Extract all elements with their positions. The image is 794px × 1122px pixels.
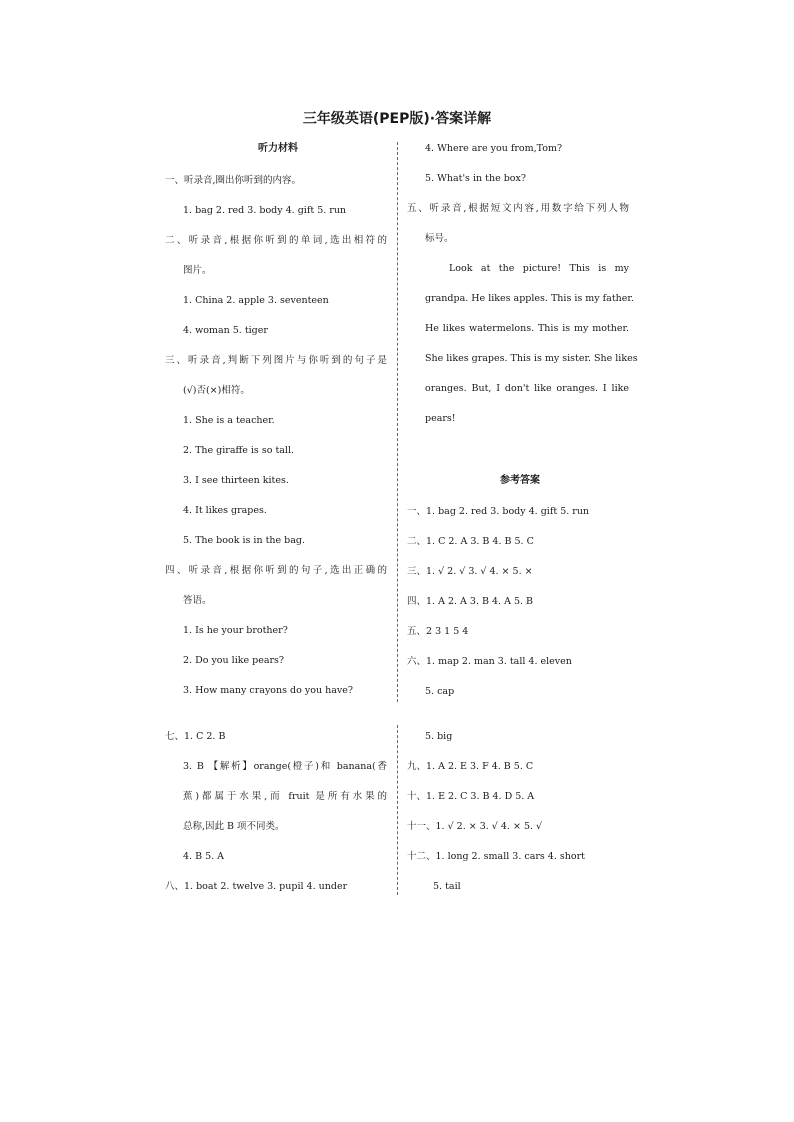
column-divider-top xyxy=(397,142,398,702)
page-title: 三年级英语(PEP版)·答案详解 xyxy=(302,111,492,127)
answer-line: 4. woman 5. tiger xyxy=(183,325,268,336)
answer-line: 5. tail xyxy=(433,881,461,892)
answer-line: 一、1. bag 2. red 3. body 4. gift 5. run xyxy=(407,506,590,517)
sentence-line: 3. I see thirteen kites. xyxy=(183,475,289,486)
explanation-line: 蕉)都属于水果,而 fruit 是所有水果的 xyxy=(183,791,387,802)
sentence-line: 1. She is a teacher. xyxy=(183,415,275,426)
answer-line: 1. China 2. apple 3. seventeen xyxy=(183,295,329,306)
explanation-line: 总称,因此 B 项不同类。 xyxy=(183,821,285,832)
sentence-line: 4. Where are you from,Tom? xyxy=(425,143,563,154)
answer-line: 七、1. C 2. B xyxy=(165,731,226,742)
answer-line: 五、2 3 1 5 4 xyxy=(407,626,469,637)
answer-line: 二、1. C 2. A 3. B 4. B 5. C xyxy=(407,536,534,547)
sentence-line: 2. Do you like pears? xyxy=(183,655,285,666)
sentence-line: 5. The book is in the bag. xyxy=(183,535,306,546)
passage-line: grandpa. He likes apples. This is my father. xyxy=(425,293,634,304)
answer-line: 4. B 5. A xyxy=(183,851,225,862)
listening-material-header: 听力材料 xyxy=(258,143,298,154)
answer-line: 三、1. √ 2. √ 3. √ 4. × 5. × xyxy=(407,566,533,577)
section-heading: 三、听录音,判断下列图片与你听到的句子是 xyxy=(165,355,387,366)
section-heading-cont: (√)否(×)相符。 xyxy=(183,385,250,396)
section-heading: 一、听录音,圈出你听到的内容。 xyxy=(165,175,302,186)
answer-line: 六、1. map 2. man 3. tall 4. eleven xyxy=(407,656,572,667)
passage-line: He likes watermelons. This is my mother. xyxy=(425,323,629,334)
answer-line: 5. big xyxy=(425,731,453,742)
answer-line: 八、1. boat 2. twelve 3. pupil 4. under xyxy=(165,881,348,892)
sentence-line: 5. What's in the box? xyxy=(425,173,526,184)
sentence-line: 2. The giraffe is so tall. xyxy=(183,445,295,456)
passage-line: oranges. But, I don't like oranges. I like xyxy=(425,383,629,394)
answer-line: 5. cap xyxy=(425,686,455,697)
section-heading: 四、听录音,根据你听到的句子,选出正确的 xyxy=(165,565,387,576)
column-divider-bottom xyxy=(397,725,398,895)
answer-key-header: 参考答案 xyxy=(500,475,540,486)
answer-line: 十一、1. √ 2. × 3. √ 4. × 5. √ xyxy=(407,821,543,832)
section-heading: 二、听录音,根据你听到的单词,选出相符的 xyxy=(165,235,387,246)
answer-line: 十二、1. long 2. small 3. cars 4. short xyxy=(407,851,585,862)
answer-line: 四、1. A 2. A 3. B 4. A 5. B xyxy=(407,596,534,607)
passage-line: pears! xyxy=(425,413,456,424)
answer-line: 1. bag 2. red 3. body 4. gift 5. run xyxy=(183,205,347,216)
explanation-line: 3. B 【解析】orange(橙子)和 banana(香 xyxy=(183,761,387,772)
sentence-line: 3. How many crayons do you have? xyxy=(183,685,353,696)
section-heading-cont: 标号。 xyxy=(425,233,454,244)
section-heading: 五、听录音,根据短文内容,用数字给下列人物 xyxy=(407,203,629,214)
section-heading-cont: 答语。 xyxy=(183,595,212,606)
answer-line: 九、1. A 2. E 3. F 4. B 5. C xyxy=(407,761,534,772)
section-heading-cont: 图片。 xyxy=(183,265,212,276)
sentence-line: 1. Is he your brother? xyxy=(183,625,288,636)
passage-line: Look at the picture! This is my xyxy=(449,263,629,274)
passage-line: She likes grapes. This is my sister. She likes xyxy=(425,353,638,364)
answer-line: 十、1. E 2. C 3. B 4. D 5. A xyxy=(407,791,535,802)
sentence-line: 4. It likes grapes. xyxy=(183,505,267,516)
